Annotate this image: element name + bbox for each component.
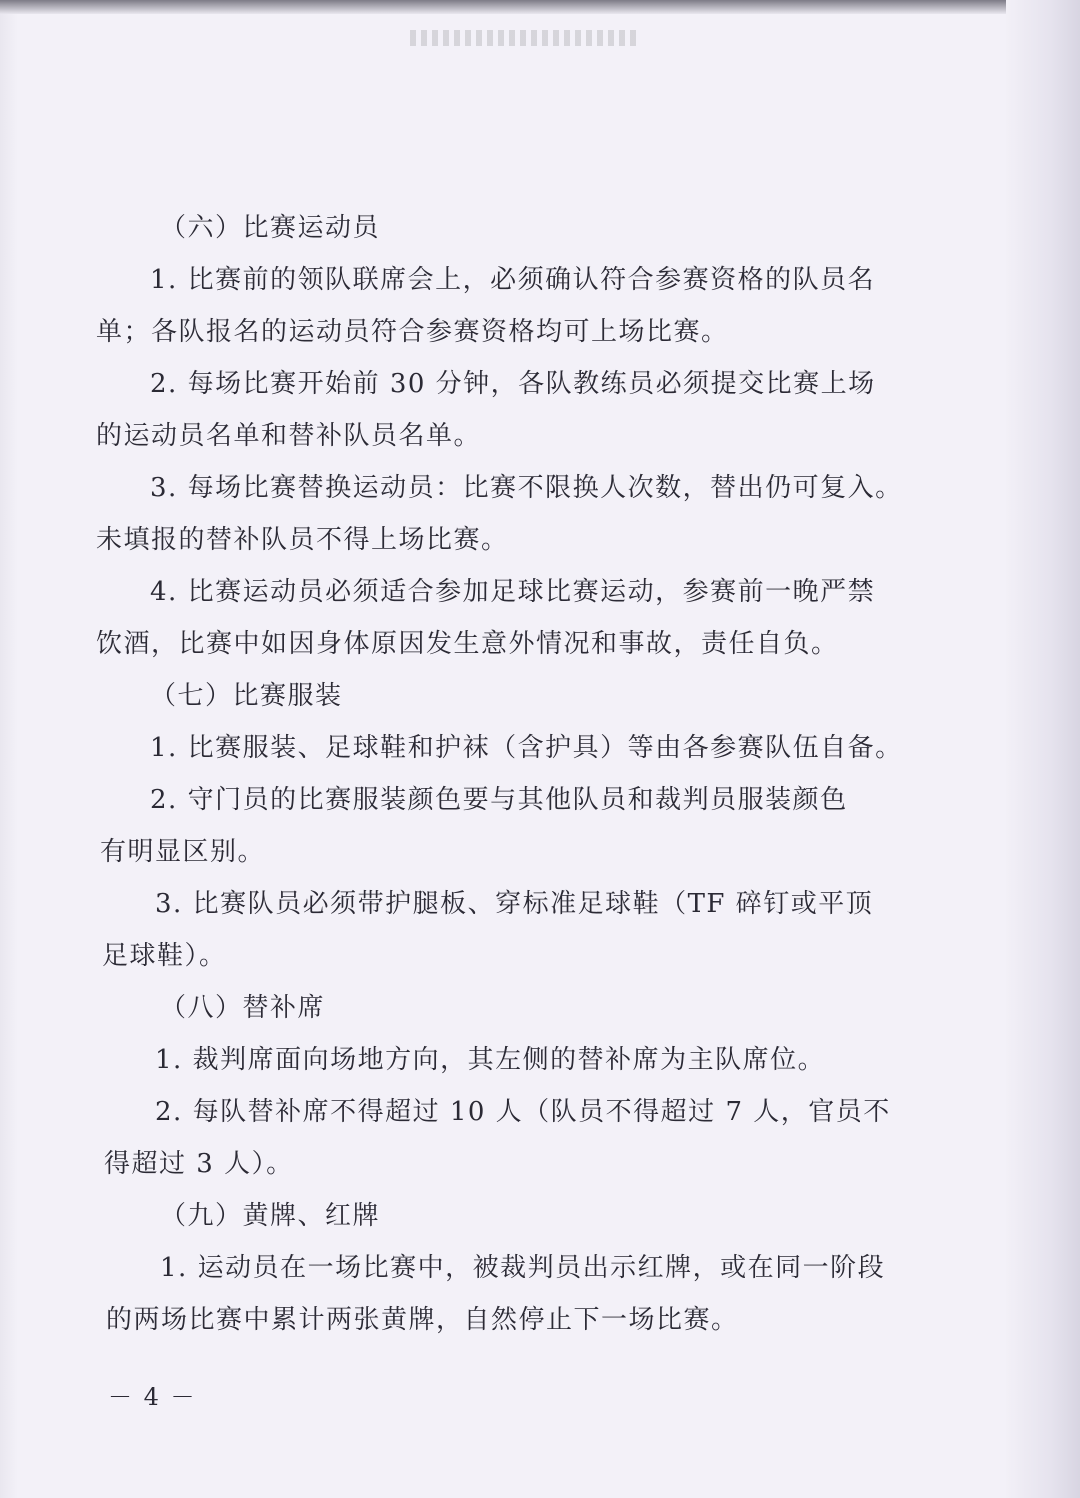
paragraph-line: 2. 每场比赛开始前 30 分钟，各队教练员必须提交比赛上场 (150, 369, 876, 399)
section-heading-bench: （八）替补席 (160, 993, 326, 1023)
section-heading-cards: （九）黄牌、红牌 (160, 1201, 381, 1231)
paragraph-line: 1. 运动员在一场比赛中，被裁判员出示红牌，或在同一阶段 (160, 1253, 886, 1283)
paragraph-line: 有明显区别。 (100, 837, 266, 867)
section-heading-athletes: （六）比赛运动员 (160, 213, 381, 243)
section-heading-uniform: （七）比赛服装 (150, 681, 343, 711)
page-number: － 4 － (108, 1383, 197, 1411)
paragraph-line: 1. 比赛前的领队联席会上，必须确认符合参赛资格的队员名 (150, 265, 876, 295)
paragraph-line: 2. 守门员的比赛服装颜色要与其他队员和裁判员服装颜色 (150, 785, 848, 815)
paragraph-line: 3. 比赛队员必须带护腿板、穿标准足球鞋（TF 碎钉或平顶 (155, 889, 874, 919)
paragraph-line: 饮酒，比赛中如因身体原因发生意外情况和事故，责任自负。 (96, 629, 839, 659)
paragraph-line: 未填报的替补队员不得上场比赛。 (96, 525, 509, 555)
paragraph-line: 2. 每队替补席不得超过 10 人（队员不得超过 7 人，官员不 (155, 1097, 891, 1127)
paragraph-line: 3. 每场比赛替换运动员：比赛不限换人次数，替出仍可复入。 (150, 473, 903, 503)
paragraph-line: 单；各队报名的运动员符合参赛资格均可上场比赛。 (96, 317, 729, 347)
paragraph-line: 的两场比赛中累计两张黄牌，自然停止下一场比赛。 (106, 1305, 739, 1335)
paragraph-line: 足球鞋）。 (102, 941, 227, 971)
paragraph-line: 4. 比赛运动员必须适合参加足球比赛运动，参赛前一晚严禁 (150, 577, 876, 607)
paragraph-line: 1. 裁判席面向场地方向，其左侧的替补席为主队席位。 (155, 1045, 826, 1075)
paragraph-line: 1. 比赛服装、足球鞋和护袜（含护具）等由各参赛队伍自备。 (150, 733, 903, 763)
paragraph-line: 的运动员名单和替补队员名单。 (96, 421, 482, 451)
paragraph-line: 得超过 3 人）。 (104, 1149, 294, 1179)
